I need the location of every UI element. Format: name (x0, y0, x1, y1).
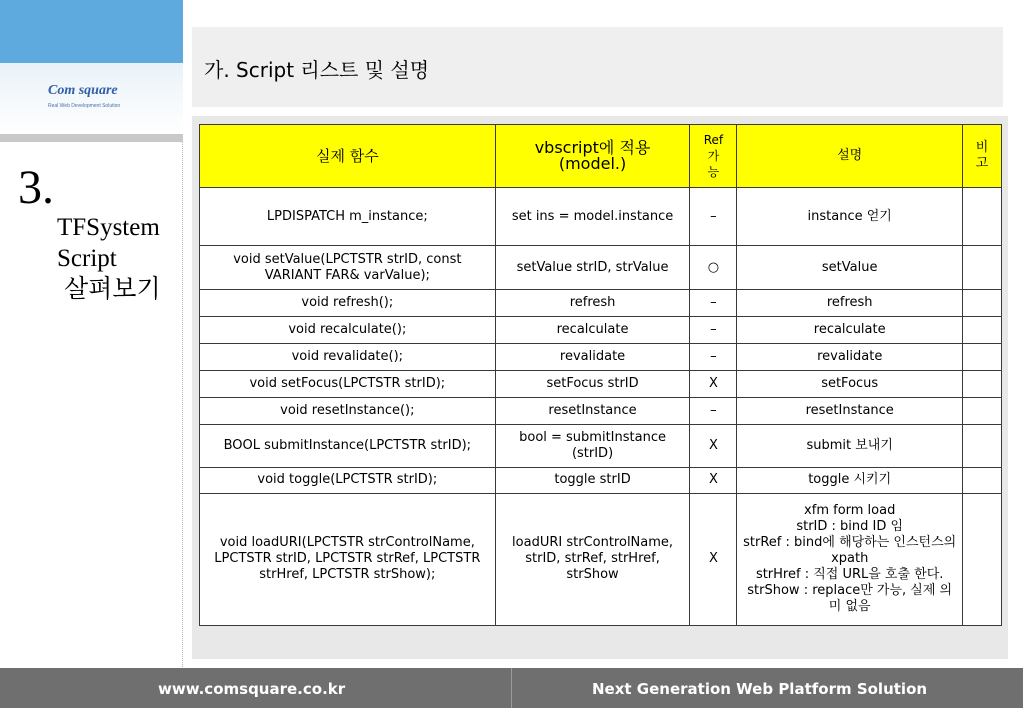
vbscript-cell: revalidate (495, 344, 690, 371)
ref-cell: – (690, 344, 737, 371)
desc-cell: recalculate (737, 317, 963, 344)
func-cell: void setValue(LPCTSTR strID, const VARIANT FAR& varValue); (200, 246, 496, 290)
page-title: 가. Script 리스트 및 설명 (204, 58, 430, 82)
func-cell: void refresh(); (200, 290, 496, 317)
table-row (200, 371, 1002, 398)
section-title (57, 212, 187, 305)
desc-cell: revalidate (737, 344, 963, 371)
script-table (199, 124, 1002, 626)
table-row (200, 317, 1002, 344)
func-cell: void loadURI(LPCTSTR strControlName, LPCTSTR strID, LPCTSTR strRef, LPCTSTR strHref, LPCTSTR strShow); (200, 493, 496, 625)
logo-block (0, 0, 183, 134)
ref-cell: X (690, 467, 737, 493)
desc-line: xfm form load (804, 503, 896, 519)
note-cell (963, 290, 1002, 317)
func-cell: void resetInstance(); (200, 398, 496, 425)
table-row (200, 188, 1002, 246)
footer-website-link[interactable]: www.comsquare.co.kr (158, 680, 346, 698)
footer-divider (511, 668, 512, 708)
header-func: 실제 함수 (200, 125, 496, 188)
desc-cell: resetInstance (737, 398, 963, 425)
note-cell (963, 246, 1002, 290)
desc-line: strRef : bind에 해당하는 인스턴스의 xpath (743, 535, 957, 567)
table-row (200, 425, 1002, 467)
note-cell (963, 317, 1002, 344)
note-cell (963, 344, 1002, 371)
table-row (200, 467, 1002, 493)
ref-cell: – (690, 290, 737, 317)
footer-slogan: Next Generation Web Platform Solution (592, 680, 928, 698)
func-cell: BOOL submitInstance(LPCTSTR strID); (200, 425, 496, 467)
header-ref-line: Ref (703, 133, 724, 147)
vbscript-cell: loadURI strControlName, strID, strRef, strHref, strShow (495, 493, 690, 625)
vbscript-cell: set ins = model.instance (495, 188, 690, 246)
note-cell (963, 425, 1002, 467)
table-row (200, 344, 1002, 371)
desc-cell: toggle 시키기 (737, 467, 963, 493)
func-cell: void toggle(LPCTSTR strID); (200, 467, 496, 493)
ref-cell: X (690, 425, 737, 467)
section-number: 3. (18, 161, 54, 214)
table-row (200, 398, 1002, 425)
logo-panel (0, 63, 183, 134)
table-row (200, 290, 1002, 317)
header-vbscript-line: (model.) (558, 154, 627, 173)
desc-cell: setValue (737, 246, 963, 290)
table-header-row (200, 125, 1002, 188)
header-note (963, 125, 1002, 188)
desc-line: strID : bind ID 임 (796, 519, 904, 535)
note-cell (963, 371, 1002, 398)
section-title-line: TFSystem (57, 214, 160, 241)
desc-cell: instance 얻기 (737, 188, 963, 246)
desc-cell: setFocus (737, 371, 963, 398)
header-vbscript-line: vbscript에 적용 (534, 138, 651, 157)
desc-line: strShow : replace만 가능, 실제 의미 없음 (747, 583, 953, 615)
ref-cell: X (690, 371, 737, 398)
header-bar (192, 27, 1003, 107)
ref-cell: – (690, 398, 737, 425)
vbscript-cell: toggle strID (495, 467, 690, 493)
desc-cell (737, 493, 963, 625)
note-cell (963, 493, 1002, 625)
note-cell (963, 398, 1002, 425)
note-cell (963, 188, 1002, 246)
logo-divider (0, 134, 183, 142)
func-cell: void revalidate(); (200, 344, 496, 371)
func-cell: LPDISPATCH m_instance; (200, 188, 496, 246)
vbscript-cell: setValue strID, strValue (495, 246, 690, 290)
vbscript-cell: bool = submitInstance (strID) (495, 425, 690, 467)
vbscript-cell: refresh (495, 290, 690, 317)
vbscript-cell: setFocus strID (495, 371, 690, 398)
table-row (200, 246, 1002, 290)
ref-cell: X (690, 493, 737, 625)
header-note-line: 비 (975, 140, 989, 155)
desc-line: strHref : 직접 URL을 호출 한다. (755, 567, 944, 583)
header-vbscript (495, 125, 690, 188)
desc-cell: submit 보내기 (737, 425, 963, 467)
header-note-line: 고 (975, 156, 989, 171)
header-ref (690, 125, 737, 188)
company-logo: Com square (48, 83, 118, 98)
vbscript-cell: recalculate (495, 317, 690, 344)
ref-cell: – (690, 317, 737, 344)
footer (0, 668, 1023, 708)
ref-cell: – (690, 188, 737, 246)
ref-cell: ○ (690, 246, 737, 290)
header-desc: 설명 (737, 125, 963, 188)
header-ref-line: 능 (707, 165, 720, 179)
section-title-line: 살펴보기 (64, 276, 161, 303)
section-title-line: Script (57, 245, 117, 272)
header-ref-line: 가 (707, 149, 720, 163)
logo-tagline: Real Web Development Solution (48, 103, 121, 109)
func-cell: void recalculate(); (200, 317, 496, 344)
vbscript-cell: resetInstance (495, 398, 690, 425)
note-cell (963, 467, 1002, 493)
desc-cell: refresh (737, 290, 963, 317)
table-row (200, 493, 1002, 625)
func-cell: void setFocus(LPCTSTR strID); (200, 371, 496, 398)
